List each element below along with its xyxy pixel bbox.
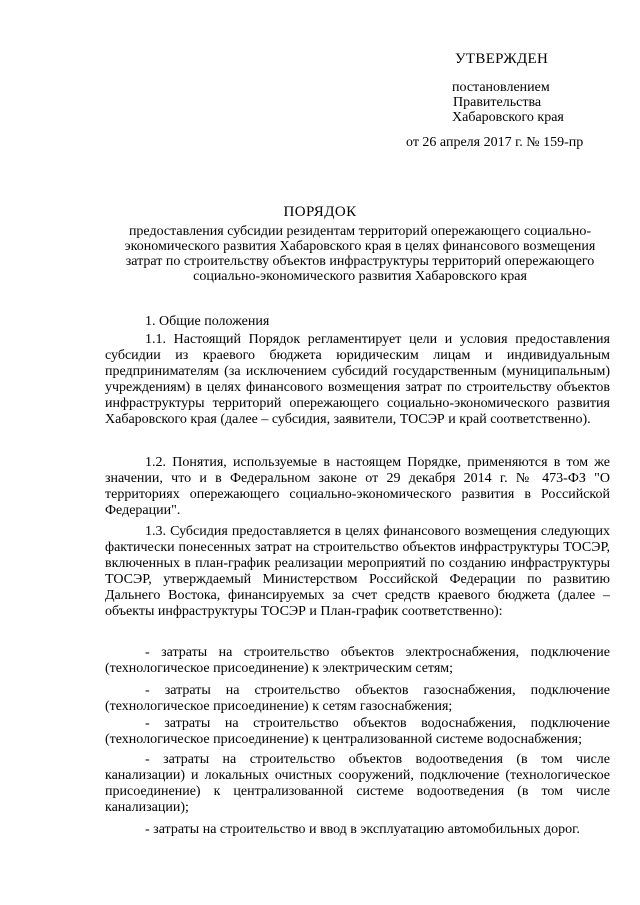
paragraph-1-2 — [105, 455, 610, 519]
list-item-electricity — [105, 645, 610, 677]
approval-date: от 26 апреля 2017 г. № 159-пр — [406, 135, 584, 150]
document-subtitle: предоставления субсидии резидентам территорий опережающего социально-экономического развития Хабаровского края в целях финансового возмещения затрат по строительству объектов инфраструктуры территорий опережающего социально-экономического развития Хабаровского края — [124, 224, 596, 284]
paragraph-1-3 — [105, 524, 610, 620]
paragraph-1-1 — [105, 332, 610, 428]
list-item-water — [105, 716, 610, 748]
approval-line-3: Хабаровского края — [452, 110, 564, 125]
list-item-roads — [105, 822, 610, 838]
list-item-text: - затраты на строительство объектов электроснабжения, подключение (технологическое присоединение) к электрическим сетям; — [105, 645, 610, 676]
section-heading: 1. Общие положения — [145, 314, 270, 329]
list-item-text: - затраты на строительство и ввод в эксплуатацию автомобильных дорог. — [145, 822, 580, 837]
paragraph-text: 1.1. Настоящий Порядок регламентирует цели и условия предоставления субсидии из краевого бюджета юридическим лицам и индивидуальным предпринимателям (за исключением субсидий государственным (муниципальным) учреждениям) в целях финансового возмещения затрат по строительству объектов инфраструктуры территорий опережающего социально-экономического развития Хабаровского края (далее – субсидия, заявители, ТОСЭР и край соответственно). — [105, 332, 610, 427]
list-item-gas — [105, 683, 610, 715]
approval-line-1: постановлением — [452, 80, 550, 95]
list-item-text: - затраты на строительство объектов водоснабжения, подключение (технологическое присоединение) к централизованной системе водоснабжения; — [105, 716, 610, 747]
approval-stamp — [392, 52, 612, 150]
list-item-text: - затраты на строительство объектов газоснабжения, подключение (технологическое присоединение) к сетям газоснабжения; — [105, 683, 610, 714]
approval-title: УТВЕРЖДЕН — [455, 51, 549, 67]
list-item-text: - затраты на строительство объектов водоотведения (в том числе канализации) и локальных очистных сооружений, подключение (технологическое присоединение) к централизованной системе водоотведения (в том числе канализации); — [105, 752, 610, 815]
list-item-sewerage — [105, 752, 610, 816]
paragraph-text: 1.2. Понятия, используемые в настоящем Порядке, применяются в том же значении, что и в Федеральном законе от 29 декабря 2014 г. № 473-ФЗ "О территориях опережающего социально-экономического развития в Российской Федерации". — [105, 455, 610, 518]
document-title: ПОРЯДОК — [283, 204, 357, 220]
paragraph-text: 1.3. Субсидия предоставляется в целях финансового возмещения следующих фактически понесенных затрат на строительство объектов инфраструктуры ТОСЭР, включенных в план-график реализации мероприятий по созданию инфраструктуры ТОСЭР, утверждаемый Министерством Российской Федерации по развитию Дальнего Востока, финансируемых за счет средств краевого бюджета (далее – объекты инфраструктуры ТОСЭР и План-график соответственно): — [105, 524, 610, 619]
approval-line-2: Правительства — [453, 95, 542, 110]
